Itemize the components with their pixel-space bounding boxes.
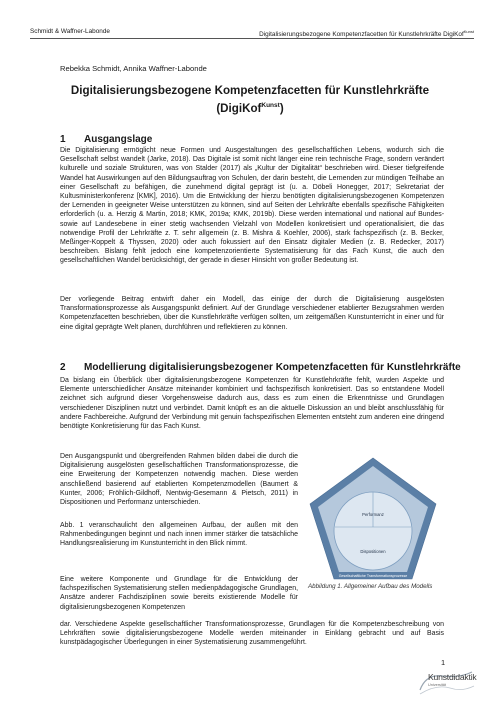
section-2-paragraph-4-continued: dar. Verschiedene Aspekte gesellschaftlicher Transformationsprozesse, Grundlagen für die Kompetenzbeschreibung von Lehrkräften sowie digitalisierungsbezogene Modelle werden miteinander in Einklang gebracht und auf Basis kunstpädagogischer Überlegungen in einer Systematisierung zusammengeführt.: [60, 621, 444, 647]
author-line: Rebekka Schmidt, Annika Waffner-Labonde: [60, 64, 207, 73]
dispositionen-label: Dispositionen: [360, 549, 386, 554]
logo-wordmark: Kunstdidaktik: [428, 672, 477, 682]
section-2-paragraph-1: Da bislang ein Überblick über digitalisierungsbezogene Kompetenzen für Kunstlehrkräfte fehlt, wurden Aspekte und Elemente unterschiedlicher Ansätze miteinander kombiniert und fachspezifisch konkretisiert. Das so entstandene Modell zeichnet sich aufgrund dieser Vorgehensweise dadurch aus, dass es zum einen die Erkenntnisse und Grundlagen verschiedener Disziplinen nutzt und verbindet. Damit knüpft es an die aktuelle Diskussion an und bleibt anschlussfähig für andere Fachbereiche. Aufgrund der Verbindung mit genuin fachspezifischen Elementen entsteht zum anderen eine dringend benötigte Konkretisierung für das Fach Kunst.: [60, 377, 444, 431]
section-1-paragraph-2: Der vorliegende Beitrag entwirft daher ein Modell, das einige der durch die Digitalisierung ausgelösten Transformationsprozesse als Ausgangspunkt definiert. Auf der Grundlage verschiedener etablierter Bezugsrahmen werden Kompetenzfacetten beschrieben, über die Kunstlehrkräfte verfügen sollten, um zeitgemäßen Kunstunterricht in einer und für eine digital geprägte Welt planen, durchführen und reflektieren zu können.: [60, 296, 444, 331]
section-1-heading: 1 Ausgangslage: [60, 134, 153, 145]
performanz-label: Performanz: [362, 512, 384, 517]
running-header: [30, 26, 474, 39]
section-2-heading: 2 Modellierung digitalisierungsbezogener Kompetenzfacetten für Kunstlehrkräfte: [60, 362, 461, 373]
model-diagram: [306, 455, 440, 583]
section-2-paragraph-3: Abb. 1 veranschaulicht den allgemeinen Aufbau, der außen mit den Rahmenbedingungen beginnt und nach innen immer stärker die tatsächliche Handlungsrealisierung im Kunstunterricht in den Blick nimmt.: [60, 522, 298, 548]
page-number: 1: [441, 658, 446, 667]
logo-subtitle: Universität: [428, 683, 446, 687]
paper-title: Digitalisierungsbezogene Kompetenzfacetten für Kunstlehrkräfte (DigiKof$^{Kunst}$): [70, 84, 430, 115]
section-1-paragraph-1: Die Digitalisierung ermöglicht neue Formen und Ausgestaltungen des gesellschaftlichen Lebens, wodurch sich die Gesellschaft selbst wandelt (Jarke, 2018). Das Digitale ist somit nicht länger eine rein technische Frage, sondern verändert kulturelle und soziale Strukturen, was von Stalder (2017) als „Kultur der Digitalität“ beschrieben wird. Dieser tiefgreifende Wandel hat Auswirkungen auf den Bildungsauftrag von Schulen, der darin besteht, die Lernenden zur mündigen Teilhabe an einer Gesellschaft zu befähigen, die zunehmend digital geprägt ist (u. a. Döbeli Honegger, 2017; Sekretariat der Kultusministerkonferenz [KMK], 2016). Um die Entwicklung der hierzu benötigten digitalisierungsbezogenen Kompetenzen der Lernenden in geeigneter Weise unterstützen zu können, sind auf Seiten der Lehrkräfte ebenfalls spezifische Fähigkeiten erforderlich (u. a. Herzig & Martin, 2018; KMK, 2019a; KMK, 2019b). Diese werden international und national auf Bundes- sowie auf Landesebene in einer stetig wachsenden Vielzahl von Modellen konkretisiert und operationalisiert, die das notwendige Profil der Lehrkräfte z. T. sehr allgemein (z. B. Mishra & Koehler, 2006), stark fachspezifisch (z. B. Becker, Meßinger-Koppelt & Thyssen, 2020) oder auch fokussiert auf den Einsatz digitaler Medien (z. B. Redecker, 2017) beschreiben. Bislang fehlt jedoch eine kompetenzorientierte Systematisierung für das Fach Kunst, die auch den gesellschaftlichen Wandel berücksichtigt, der gerade in dieser Hinsicht von großer Bedeutung ist.: [60, 147, 444, 265]
section-2-paragraph-2: Den Ausgangspunkt und übergreifenden Rahmen bilden dabei die durch die Digitalisierung ausgelösten gesellschaftlichen Transformationsprozesse, die eine Erweiterung der Kompetenzen notwendig machen. Diese werden anschließend basierend auf etablierten Kompetenzmodellen (Baumert & Kunter, 2006; Fröhlich-Gildhoff, Nentwig-Gesemann & Pietsch, 2011) in Dispositionen und Performanz unterschieden.: [60, 453, 298, 507]
header-title: Digitalisierungsbezogene Kompetenzfacetten für Kunstlehrkräfte DigiKof$^{Kunst}$: [259, 29, 474, 38]
header-authors: Schmidt & Waffner-Labonde: [30, 28, 110, 35]
section-2-paragraph-4: Eine weitere Komponente und Grundlage für die Entwicklung der fachspezifischen Systematisierung stellen medienpädagogische Grundlagen, Ansätze anderer Fachdisziplinen sowie bereits existierende Modelle für digitalisierungsbezogenen Kompetenzen: [60, 576, 298, 611]
figure-caption: Abbildung 1. Allgemeiner Aufbau des Modells: [308, 583, 433, 590]
transformation-label: Gesellschaftliche Transformationsprozesse: [338, 574, 408, 578]
